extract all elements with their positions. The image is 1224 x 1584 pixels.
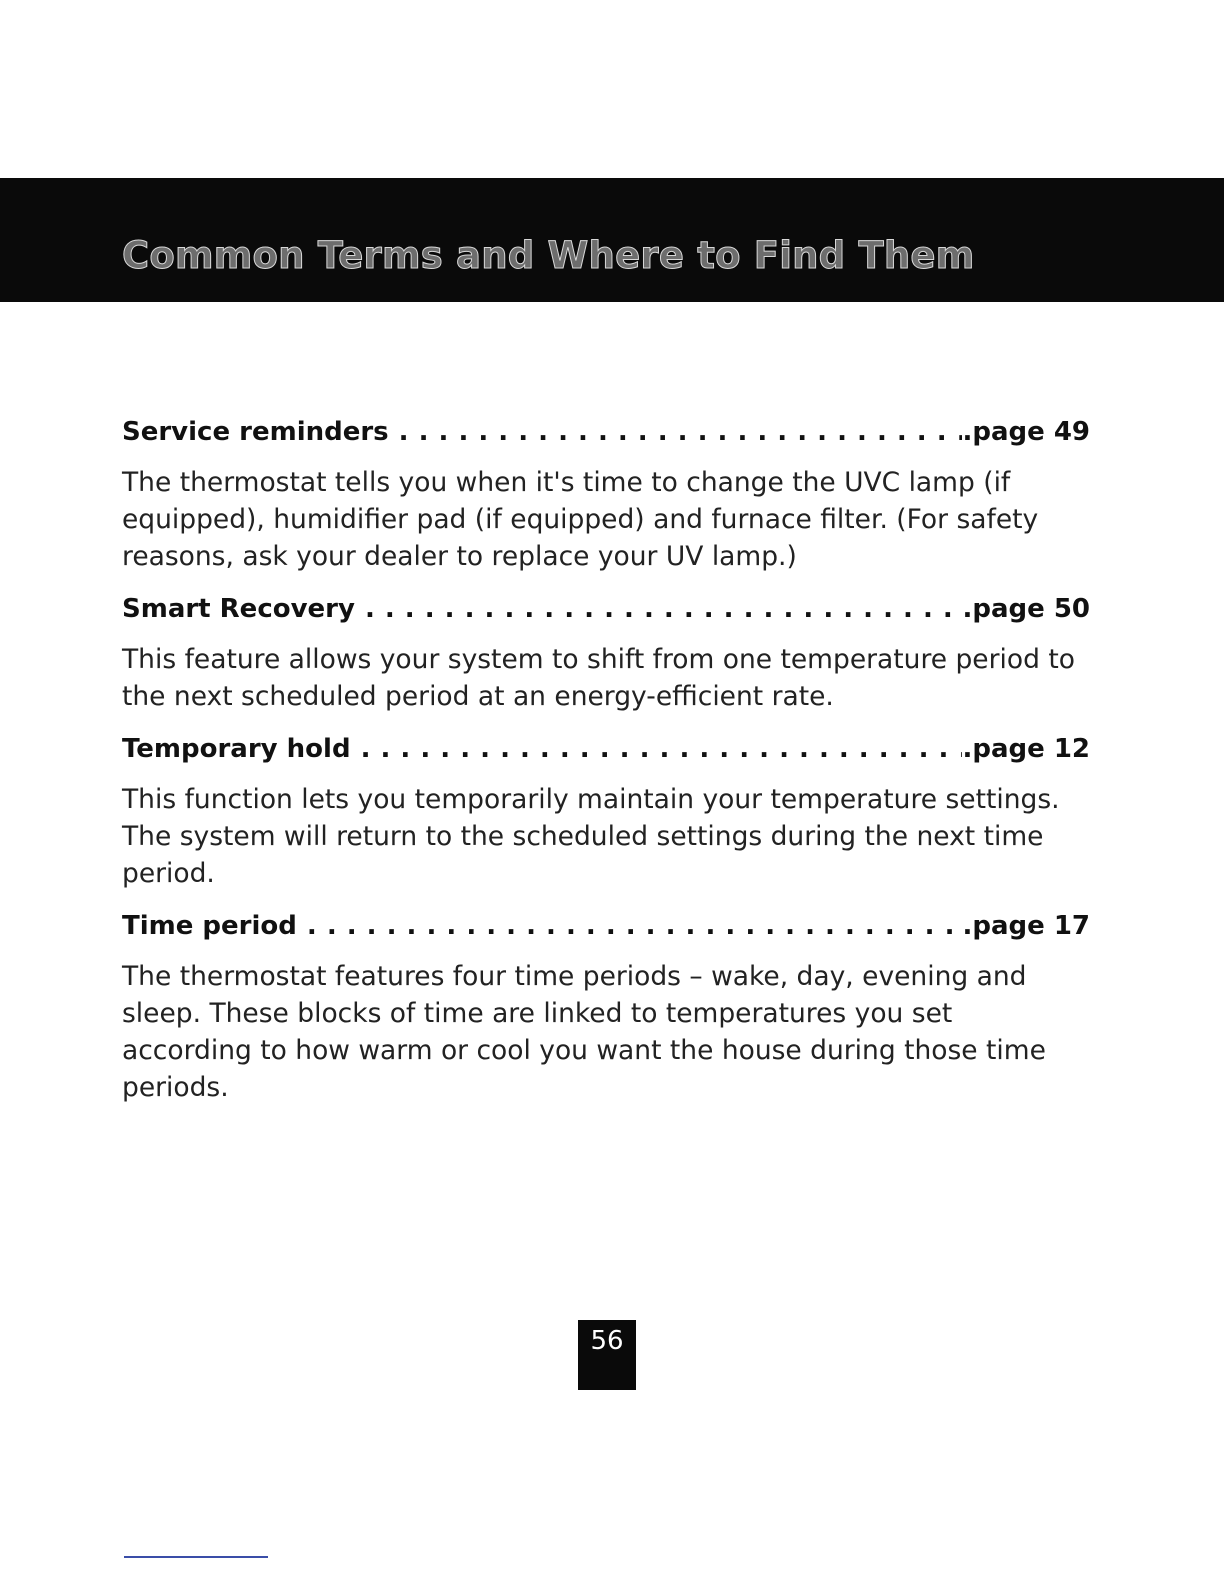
glossary-entry-service-reminders <box>122 412 1090 575</box>
entry-heading <box>122 412 1090 452</box>
glossary-list <box>122 412 1090 1120</box>
glossary-entry-time-period <box>122 906 1090 1106</box>
entry-description: This feature allows your system to shift from one temperature period to the next scheduled period at an energy-efficient rate. <box>122 644 1075 712</box>
glossary-entry-temporary-hold <box>122 729 1090 892</box>
dot-leader <box>351 729 963 769</box>
dot-leader <box>389 412 963 452</box>
entry-page-ref: .page 49 <box>962 417 1090 447</box>
entry-description: The thermostat tells you when it's time to change the UVC lamp (if equipped), humidifier pad (if equipped) and furnace filter. (For safety reasons, ask your dealer to replace your UV lamp.) <box>122 467 1039 572</box>
entry-heading <box>122 906 1090 946</box>
entry-heading <box>122 729 1090 769</box>
entry-term: Temporary hold <box>122 734 351 764</box>
entry-description: The thermostat features four time periods – wake, day, evening and sleep. These blocks of time are linked to temperatures you set according to how warm or cool you want the house during those time periods. <box>122 961 1046 1103</box>
glossary-entry-smart-recovery <box>122 589 1090 715</box>
page-number-badge <box>578 1320 636 1390</box>
entry-page-ref: .page 12 <box>962 734 1090 764</box>
footer-rule <box>124 1556 268 1558</box>
entry-heading <box>122 589 1090 629</box>
page-title: Common Terms and Where to Find Them <box>122 234 975 277</box>
page-number: 56 <box>590 1326 624 1356</box>
dot-leader <box>297 906 963 946</box>
entry-term: Time period <box>122 911 297 941</box>
entry-term: Smart Recovery <box>122 594 355 624</box>
dot-leader <box>355 589 963 629</box>
entry-page-ref: .page 50 <box>962 594 1090 624</box>
entry-page-ref: .page 17 <box>962 911 1090 941</box>
entry-description: This function lets you temporarily maintain your temperature settings. The system will return to the scheduled settings during the next time period. <box>122 784 1060 889</box>
entry-term: Service reminders <box>122 417 389 447</box>
